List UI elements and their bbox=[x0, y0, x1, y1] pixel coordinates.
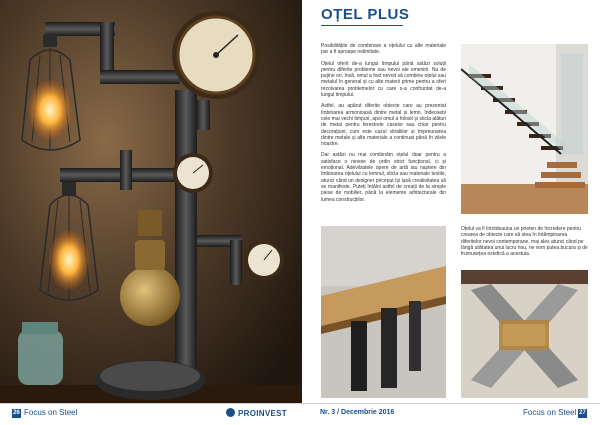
right-page-number: 27 bbox=[579, 410, 586, 416]
staircase-illustration bbox=[461, 44, 588, 214]
x-leg-table-photo bbox=[461, 270, 588, 398]
article-body bbox=[321, 43, 446, 208]
title-underline bbox=[321, 25, 403, 26]
proinvest-logo bbox=[226, 408, 287, 418]
wood-steel-bench-photo bbox=[321, 226, 446, 398]
page-footer bbox=[0, 403, 600, 425]
left-page-number: 26 bbox=[13, 410, 20, 416]
paragraph-intro: Posibilitățile de combinare a oțelului cu alte materiale par a fi aproape nelimitate. bbox=[321, 43, 446, 56]
photo-caption: Oțelul va fi întotdeauna un prieten de încredere pentru crearea de obiecte care să stea în întâmpinarea diferitelor nevoi contemporane, mai ales atunci când pe lângă utilitatea unui lucru nou, ne vom putea bucura și de frumusețea estetică a acestuia. bbox=[461, 226, 588, 258]
right-publication-name: Focus on Steel bbox=[523, 408, 577, 417]
bench-illustration bbox=[321, 226, 446, 398]
page-title: OȚEL PLUS bbox=[321, 6, 410, 23]
x-table-illustration bbox=[461, 270, 588, 398]
staircase-photo bbox=[461, 44, 588, 214]
proinvest-logo-icon bbox=[226, 408, 235, 417]
proinvest-logo-text: PROINVEST bbox=[238, 409, 287, 418]
paragraph-combinations: Astfel, au apărut diferite obiecte care au prezentat îmbinarea armonioasă dintre metal și lemn, îndeosebi cele mai vechi timpuri, apoi omul a folosit și sticla alături de metal pentru ferestrele caselor sau chiar pentru decorațiuni, cum este cazul vitraliilor și împreunarea dintre metale și alte materiale a continuat până în zilele noastre. bbox=[321, 103, 446, 148]
steampunk-lamp-illustration bbox=[0, 0, 302, 403]
paragraph-art: Dar astăzi nu mai combinăm oțelul doar pentru a satisface o nevoie de ordin strict funcțional, ci și emoțional. Adevăratele opere de artă iau naștere din îmbinarea oțelului cu lemnul, sticla sau materiale textile, atunci când un designer priceput își lasă creativitatea să se manifeste. Puteți întâlni astfel de creații de la simple piese de mobilier, până la elemente arhitecturale din lumea construcțiilor. bbox=[321, 152, 446, 203]
left-publication-name: Focus on Steel bbox=[24, 408, 78, 417]
steampunk-lamp-photo bbox=[0, 0, 302, 403]
paragraph-history: Oțelul oferit de-a lungul timpului până astăzi soluții pentru diferite probleme sau nevoi ale omenirii. Nu de puține ori, însă, omul a fost nevoit să combine oțelul sau metalul în general și cu alte materii prime pentru a oferi rezolvarea problemelor cu care s-a confruntat de-a lungul timpului. bbox=[321, 60, 446, 99]
issue-number: Nr. 3 / Decembrie 2016 bbox=[320, 409, 395, 416]
